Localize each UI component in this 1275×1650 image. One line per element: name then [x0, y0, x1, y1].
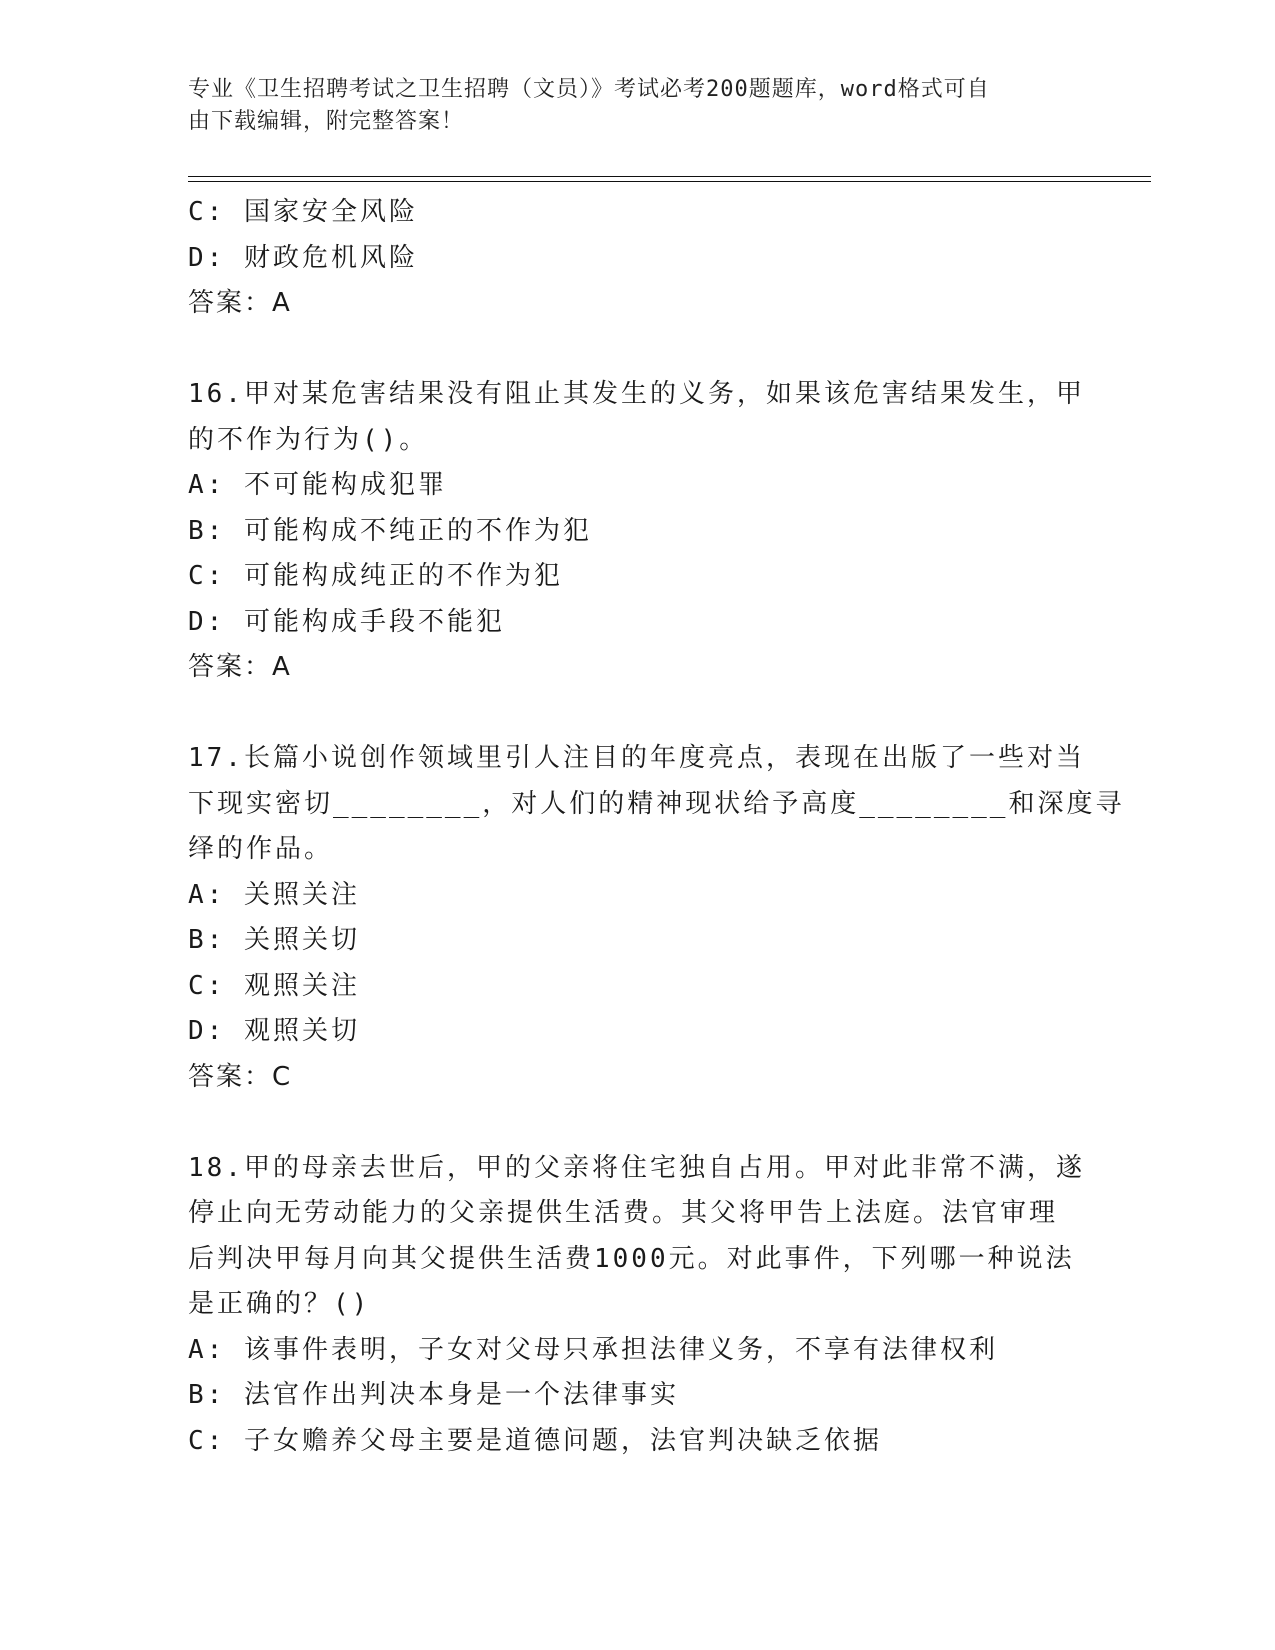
option-a: A: 关照关注: [188, 879, 360, 910]
question-stem-line: 17.长篇小说创作领域里引人注目的年度亮点，表现在出版了一些对当: [188, 743, 1085, 773]
option-d: D: 财政危机风险: [188, 242, 418, 273]
question-17: [188, 736, 1125, 1100]
option-d: D: 观照关切: [188, 1016, 360, 1046]
question-18: [188, 1146, 1088, 1465]
question-stem-line: 下现实密切________，对人们的精神现状给予高度________和深度寻: [188, 788, 1125, 819]
answer: 答案：A: [188, 288, 292, 318]
question-stem-line: 后判决甲每月向其父提供生活费1000元。对此事件，下列哪一种说法: [188, 1243, 1075, 1274]
question-16: [188, 372, 1088, 691]
header-line-2: 由下载编辑，附完整答案！: [188, 109, 465, 134]
header-line-1: 专业《卫生招聘考试之卫生招聘（文员）》考试必考200题题库，word格式可自: [188, 77, 990, 102]
option-a: A: 不可能构成犯罪: [188, 470, 447, 500]
option-b: B: 关照关切: [188, 925, 360, 955]
option-d: D: 可能构成手段不能犯: [188, 606, 505, 637]
question-stem-line: 18.甲的母亲去世后，甲的父亲将住宅独自占用。甲对此非常不满，遂: [188, 1152, 1085, 1183]
option-b: B: 可能构成不纯正的不作为犯: [188, 515, 592, 546]
question-stem-line: 16.甲对某危害结果没有阻止其发生的义务，如果该危害结果发生，甲: [188, 379, 1085, 409]
answer: 答案：C: [188, 1061, 293, 1092]
option-c: C: 国家安全风险: [188, 197, 418, 227]
header-rule-bottom: [188, 181, 1151, 182]
question-content: [188, 190, 1125, 1464]
document-header: [188, 74, 1068, 138]
answer: 答案：A: [188, 652, 292, 682]
option-a: A: 该事件表明，子女对父母只承担法律义务，不享有法律权利: [188, 1334, 998, 1365]
question-stem-line: 停止向无劳动能力的父亲提供生活费。其父将甲告上法庭。法官审理: [188, 1198, 1059, 1228]
question-stem-line: 是正确的？(): [188, 1289, 371, 1319]
option-c: C: 子女赡养父母主要是道德问题，法官判决缺乏依据: [188, 1425, 882, 1456]
spacer: [188, 327, 1088, 373]
header-rule-top: [188, 176, 1151, 177]
spacer: [188, 691, 1088, 737]
option-c: C: 观照关注: [188, 970, 360, 1001]
question-stem-line: 绎的作品。: [188, 834, 334, 864]
spacer: [188, 1100, 1088, 1146]
question-stem-line: 的不作为行为()。: [188, 424, 429, 455]
option-c: C: 可能构成纯正的不作为犯: [188, 561, 563, 591]
question-15-tail: [188, 190, 1088, 327]
option-b: B: 法官作出判决本身是一个法律事实: [188, 1380, 679, 1410]
